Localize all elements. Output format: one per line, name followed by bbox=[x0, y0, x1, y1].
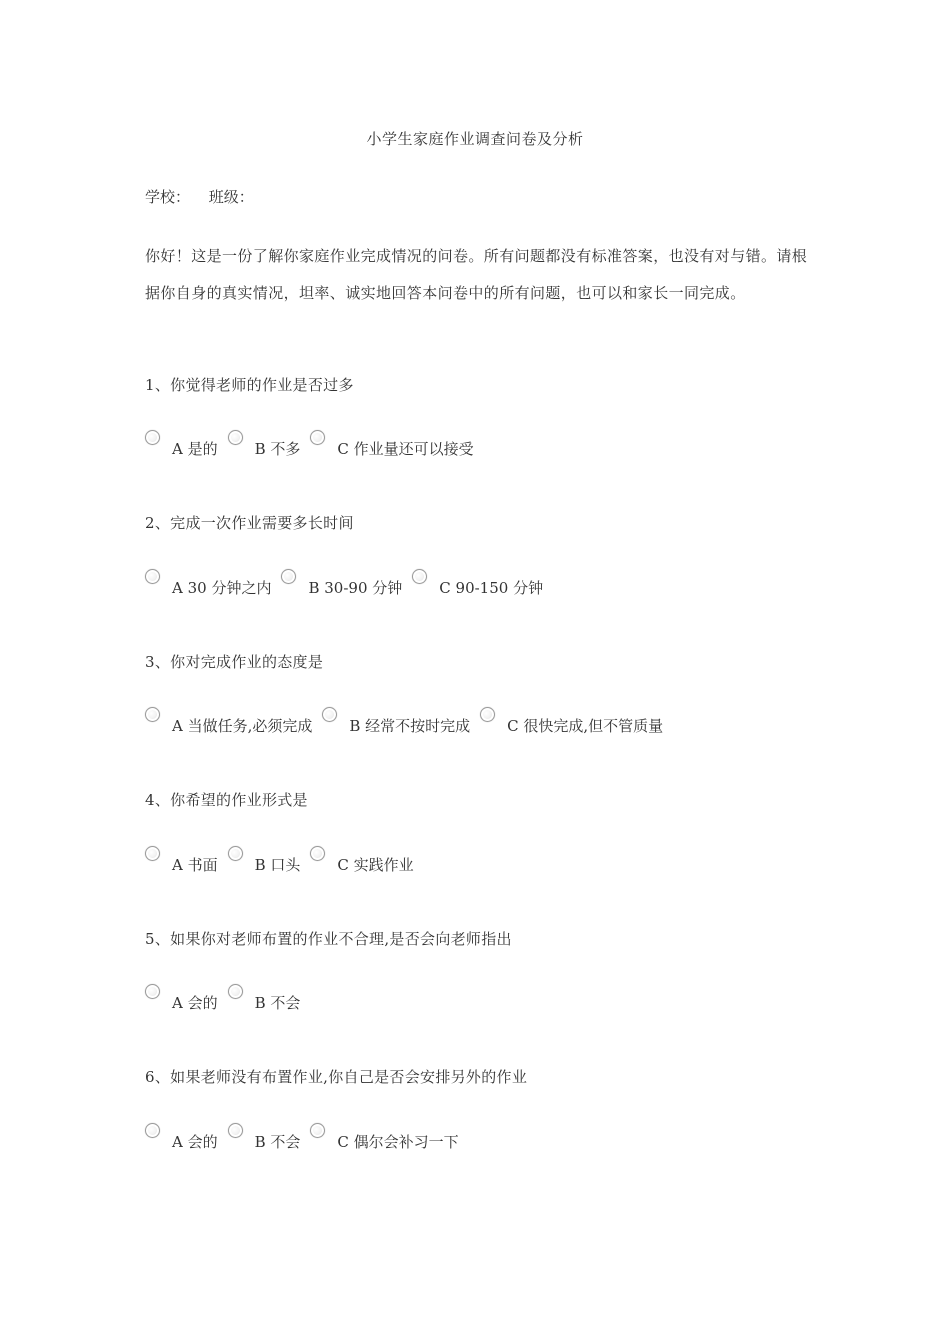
radio-button-icon[interactable] bbox=[145, 1123, 160, 1138]
question-5-option-b[interactable] bbox=[228, 990, 301, 1013]
option-label: A 30 分钟之内 bbox=[172, 579, 272, 597]
question-5-options bbox=[145, 990, 310, 1013]
radio-button-icon[interactable] bbox=[310, 1123, 325, 1138]
question-3: 3、你对完成作业的态度是 bbox=[145, 653, 324, 671]
question-1-option-b[interactable] bbox=[228, 436, 301, 459]
option-label: A 会的 bbox=[172, 994, 218, 1012]
question-4-option-c[interactable] bbox=[310, 852, 413, 875]
school-label: 学校： bbox=[145, 188, 191, 206]
radio-button-icon[interactable] bbox=[228, 430, 243, 445]
question-4-option-b[interactable] bbox=[228, 852, 301, 875]
question-2-option-b[interactable] bbox=[281, 575, 402, 598]
option-label: C 作业量还可以接受 bbox=[337, 440, 474, 458]
question-2-options bbox=[145, 575, 553, 598]
radio-button-icon[interactable] bbox=[228, 1123, 243, 1138]
option-label: C 90-150 分钟 bbox=[439, 579, 544, 597]
option-label: A 会的 bbox=[172, 1133, 218, 1151]
question-4: 4、你希望的作业形式是 bbox=[145, 791, 308, 809]
option-label: A 书面 bbox=[172, 856, 218, 874]
question-5: 5、如果你对老师布置的作业不合理,是否会向老师指出 bbox=[145, 930, 512, 948]
option-label: C 实践作业 bbox=[337, 856, 414, 874]
option-label: C 很快完成,但不管质量 bbox=[507, 717, 664, 735]
radio-button-icon[interactable] bbox=[310, 430, 325, 445]
question-4-options bbox=[145, 852, 424, 875]
radio-button-icon[interactable] bbox=[412, 569, 427, 584]
radio-button-icon[interactable] bbox=[281, 569, 296, 584]
question-6: 6、如果老师没有布置作业,你自己是否会安排另外的作业 bbox=[145, 1068, 528, 1086]
radio-button-icon[interactable] bbox=[145, 846, 160, 861]
question-3-option-b[interactable] bbox=[322, 713, 470, 736]
radio-button-icon[interactable] bbox=[480, 707, 495, 722]
option-label: A 当做任务,必须完成 bbox=[172, 717, 313, 735]
question-3-option-a[interactable] bbox=[145, 713, 312, 736]
radio-button-icon[interactable] bbox=[322, 707, 337, 722]
question-2-option-c[interactable] bbox=[412, 575, 543, 598]
option-label: A 是的 bbox=[172, 440, 218, 458]
question-6-options bbox=[145, 1129, 469, 1152]
radio-button-icon[interactable] bbox=[310, 846, 325, 861]
question-6-option-b[interactable] bbox=[228, 1129, 301, 1152]
question-1-option-c[interactable] bbox=[310, 436, 473, 459]
question-3-options bbox=[145, 713, 673, 736]
question-5-option-a[interactable] bbox=[145, 990, 218, 1013]
question-3-option-c[interactable] bbox=[480, 713, 663, 736]
question-1-option-a[interactable] bbox=[145, 436, 218, 459]
intro-paragraph: 你好！这是一份了解你家庭作业完成情况的问卷。所有问题都没有标准答案，也没有对与错。请根据你自身的真实情况，坦率、诚实地回答本问卷中的所有问题，也可以和家长一同完成。 bbox=[145, 247, 808, 302]
question-4-option-a[interactable] bbox=[145, 852, 218, 875]
option-label: B 经常不按时完成 bbox=[349, 717, 471, 735]
option-label: B 不会 bbox=[254, 1133, 301, 1151]
radio-button-icon[interactable] bbox=[228, 984, 243, 999]
question-2: 2、完成一次作业需要多长时间 bbox=[145, 514, 354, 532]
radio-button-icon[interactable] bbox=[145, 569, 160, 584]
option-label: C 偶尔会补习一下 bbox=[337, 1133, 459, 1151]
question-6-option-c[interactable] bbox=[310, 1129, 458, 1152]
option-label: B 不多 bbox=[254, 440, 301, 458]
question-2-option-a[interactable] bbox=[145, 575, 271, 598]
radio-button-icon[interactable] bbox=[228, 846, 243, 861]
option-label: B 30-90 分钟 bbox=[308, 579, 403, 597]
school-class-line bbox=[145, 186, 268, 207]
class-label: 班级： bbox=[208, 188, 254, 206]
radio-button-icon[interactable] bbox=[145, 707, 160, 722]
option-label: B 不会 bbox=[254, 994, 301, 1012]
question-6-option-a[interactable] bbox=[145, 1129, 218, 1152]
radio-button-icon[interactable] bbox=[145, 984, 160, 999]
question-1: 1、你觉得老师的作业是否过多 bbox=[145, 376, 354, 394]
option-label: B 口头 bbox=[254, 856, 301, 874]
question-1-options bbox=[145, 436, 484, 459]
radio-button-icon[interactable] bbox=[145, 430, 160, 445]
page-title: 小学生家庭作业调查问卷及分析 bbox=[366, 130, 584, 148]
